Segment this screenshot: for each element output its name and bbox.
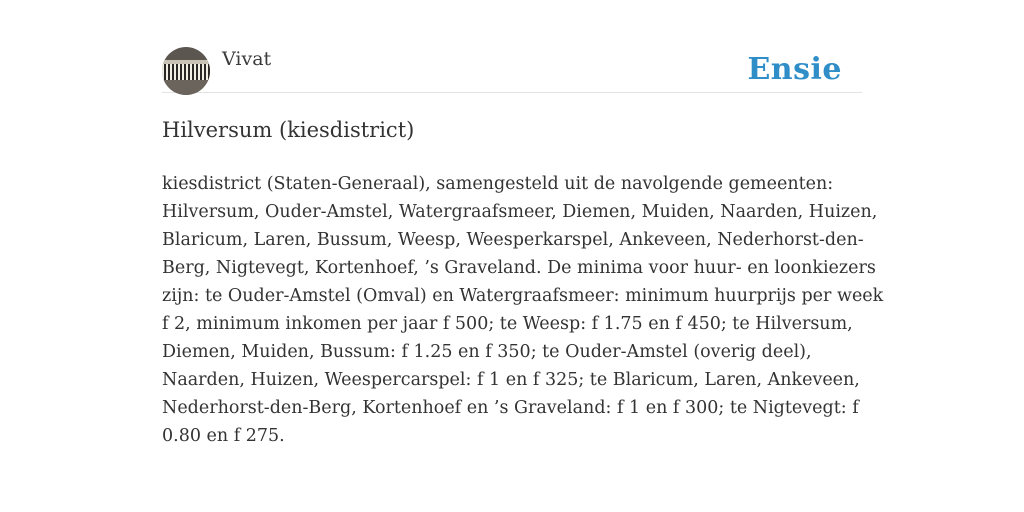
avatar-books — [162, 64, 210, 80]
header — [162, 46, 862, 93]
body-line: Blaricum, Laren, Bussum, Weesp, Weesperkarspel, Ankeveen, Nederhorst-den- — [162, 230, 864, 250]
body-line: Hilversum, Ouder-Amstel, Watergraafsmeer, Diemen, Muiden, Naarden, Huizen, — [162, 202, 878, 222]
body-line: Naarden, Huizen, Weespercarspel: f 1 en f 325; te Blaricum, Laren, Ankeveen, — [162, 370, 860, 390]
avatar[interactable] — [162, 47, 210, 95]
body-line: 0.80 en f 275. — [162, 426, 285, 446]
body-line: kiesdistrict (Staten-Generaal), samengesteld uit de navolgende gemeenten: — [162, 174, 834, 194]
brand-logo[interactable]: Ensie — [747, 52, 842, 87]
body-line: f 2, minimum inkomen per jaar f 500; te Weesp: f 1.75 en f 450; te Hilversum, — [162, 314, 853, 334]
page-title: Hilversum (kiesdistrict) — [162, 118, 415, 142]
author-name[interactable]: Vivat — [222, 48, 272, 70]
avatar-shelf-bottom — [162, 80, 210, 95]
body-line: Nederhorst-den-Berg, Kortenhoef en ’s Graveland: f 1 en f 300; te Nigtevegt: f — [162, 398, 859, 418]
body-line: Diemen, Muiden, Bussum: f 1.25 en f 350; te Ouder-Amstel (overig deel), — [162, 342, 812, 362]
body-line: Berg, Nigtevegt, Kortenhoef, ’s Graveland. De minima voor huur- en loonkiezers — [162, 258, 876, 278]
body-line: zijn: te Ouder-Amstel (Omval) en Watergraafsmeer: minimum huurprijs per week — [162, 286, 884, 306]
article-body — [162, 170, 884, 450]
